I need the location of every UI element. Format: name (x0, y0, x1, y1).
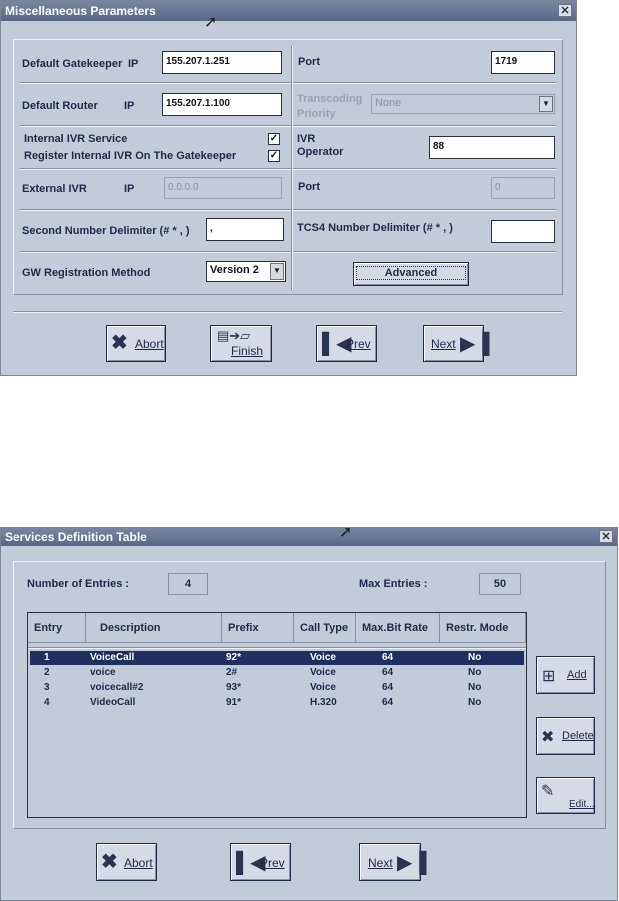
divider (20, 251, 556, 253)
cell-call-type: H.320 (310, 697, 337, 708)
misc-window-titlebar[interactable] (1, 1, 576, 21)
cell-call-type: Voice (310, 652, 336, 663)
next-button[interactable] (423, 325, 490, 362)
column-header-restr-mode[interactable]: Restr. Mode (440, 613, 526, 643)
chevron-down-icon: ▼ (539, 96, 553, 112)
services-panel (13, 561, 606, 829)
num-entries-value: 4 (168, 573, 208, 595)
router-ip-label: IP (124, 100, 135, 112)
table-row[interactable] (30, 696, 524, 710)
gatekeeper-ip-input[interactable]: 155.207.1.251 (162, 51, 282, 74)
tcs4-delimiter-label: TCS4 Number Delimiter (# * , ) (297, 222, 453, 234)
next-label: Next (431, 337, 456, 351)
cell-max-bit-rate: 64 (382, 667, 394, 678)
register-ivr-checkbox[interactable]: ✓ (269, 150, 279, 161)
advanced-button[interactable] (353, 262, 469, 286)
column-header-entry[interactable]: Entry (28, 613, 86, 643)
cell-prefix: 2# (226, 667, 238, 678)
cell-max-bit-rate: 64 (382, 697, 394, 708)
gatekeeper-port-input[interactable]: 1719 (491, 51, 555, 74)
cell-call-type: Voice (310, 682, 336, 693)
close-icon[interactable]: ✕ (558, 4, 572, 17)
next-button[interactable] (359, 843, 427, 881)
prev-button[interactable] (230, 843, 291, 881)
misc-window-title: Miscellaneous Parameters (5, 4, 156, 18)
chevron-down-icon[interactable]: ▼ (270, 263, 284, 280)
external-ivr-ip-input[interactable]: 0.0.0.0 (164, 177, 282, 199)
num-entries-label: Number of Entries : (27, 578, 130, 590)
divider (13, 311, 562, 313)
finish-button[interactable] (210, 325, 272, 362)
ivr-operator-label-1: IVR (297, 133, 316, 145)
divider (20, 168, 556, 170)
vertical-divider (291, 46, 293, 290)
external-ivr-port-label: Port (298, 181, 320, 193)
delete-x-icon: ✖ (541, 729, 555, 746)
cell-restr-mode: No (468, 682, 482, 693)
cell-max-bit-rate: 64 (382, 682, 394, 693)
table-row[interactable] (30, 651, 524, 665)
cell-call-type: Voice (310, 667, 336, 678)
column-header-call-type[interactable]: Call Type (294, 613, 356, 643)
max-entries-label: Max Entries : (359, 578, 428, 590)
services-table-window (0, 524, 618, 901)
cell-max-bit-rate: 64 (382, 652, 394, 663)
tcs4-delimiter-input[interactable] (491, 220, 555, 243)
abort-label: Abort (124, 856, 153, 870)
cell-prefix: 91* (226, 697, 242, 708)
finish-disk-arrow-icon: ▤➔▱ (217, 328, 251, 343)
cell-description: VoiceCall (90, 652, 135, 663)
add-label: Add (567, 669, 587, 681)
max-entries-value: 50 (479, 573, 521, 595)
divider (20, 82, 556, 84)
external-ivr-port-input[interactable]: 0 (491, 177, 555, 199)
cell-restr-mode: No (468, 667, 482, 678)
column-header-description[interactable]: Description (86, 613, 222, 643)
column-header-max-bit-rate[interactable]: Max.Bit Rate (356, 613, 440, 643)
ivr-operator-label-2: Operator (297, 146, 344, 158)
prev-arrow-icon: ▌◀ (322, 333, 352, 355)
services-window-title: Services Definition Table (5, 530, 147, 544)
internal-ivr-label: Internal IVR Service (24, 133, 128, 145)
edit-button[interactable] (536, 777, 595, 814)
prev-label: Prev (260, 856, 285, 870)
add-folder-icon: ⊞ (542, 668, 556, 685)
table-row[interactable] (30, 666, 524, 680)
next-label: Next (368, 856, 393, 870)
external-ivr-ip-label: IP (124, 183, 135, 195)
delete-button[interactable] (536, 717, 595, 755)
external-ivr-label: External IVR (22, 183, 87, 195)
services-window-titlebar[interactable] (1, 528, 617, 546)
misc-parameters-window (0, 0, 577, 376)
add-button[interactable] (536, 656, 595, 694)
cell-entry: 3 (44, 682, 50, 693)
edit-pencil-icon: ✎ (541, 783, 555, 800)
finish-label: Finish (231, 344, 264, 358)
column-header-prefix[interactable]: Prefix (222, 613, 294, 643)
divider (20, 209, 556, 211)
second-delimiter-input[interactable]: , (206, 218, 284, 241)
prev-label: Prev (346, 337, 371, 351)
transcoding-priority-select (371, 94, 555, 114)
prev-arrow-icon: ▌◀ (236, 852, 266, 874)
transcoding-priority-value: None (375, 97, 402, 109)
mouse-cursor-icon: ➚ (339, 524, 353, 541)
abort-x-icon: ✖ (101, 851, 118, 873)
gatekeeper-ip-label: IP (128, 58, 139, 70)
cell-restr-mode: No (468, 697, 482, 708)
gw-registration-value: Version 2 (210, 264, 259, 276)
close-icon[interactable]: ✕ (599, 530, 613, 543)
transcoding-label-2: Priority (297, 108, 336, 120)
edit-label: Edit... (569, 799, 595, 810)
gw-registration-label: GW Registration Method (22, 267, 151, 279)
table-row[interactable] (30, 681, 524, 695)
cell-entry: 4 (44, 697, 50, 708)
second-delimiter-label: Second Number Delimiter (# * , ) (22, 225, 190, 237)
register-ivr-label: Register Internal IVR On The Gatekeeper (24, 150, 237, 162)
divider (28, 647, 526, 649)
mouse-cursor-icon: ➚ (204, 14, 218, 31)
router-ip-input[interactable]: 155.207.1.100 (162, 93, 282, 116)
internal-ivr-checkbox[interactable]: ✓ (269, 133, 279, 144)
cell-prefix: 93* (226, 682, 242, 693)
abort-label: Abort (135, 337, 164, 351)
advanced-button-label: Advanced (356, 266, 467, 280)
gatekeeper-port-label: Port (298, 56, 320, 68)
next-arrow-icon: ▶▐ (460, 333, 490, 355)
ivr-operator-input[interactable]: 88 (429, 136, 555, 159)
delete-label: Delete (562, 730, 594, 742)
next-arrow-icon: ▶▐ (397, 852, 427, 874)
transcoding-label-1: Transcoding (297, 93, 363, 105)
abort-button[interactable] (96, 843, 157, 881)
cell-entry: 2 (44, 667, 50, 678)
cell-restr-mode: No (468, 652, 482, 663)
abort-x-icon: ✖ (111, 332, 128, 354)
cell-entry: 1 (44, 652, 50, 663)
divider (20, 125, 556, 127)
gw-registration-select[interactable] (206, 261, 286, 282)
cell-description: VideoCall (90, 697, 136, 708)
services-table (27, 612, 527, 818)
misc-settings-panel (13, 39, 563, 295)
router-label: Default Router (22, 100, 98, 112)
abort-button[interactable] (106, 325, 166, 362)
cell-prefix: 92* (226, 652, 242, 663)
cell-description: voice (90, 667, 116, 678)
gatekeeper-label: Default Gatekeeper (22, 58, 123, 70)
prev-button[interactable] (316, 325, 377, 362)
cell-description: voicecall#2 (90, 682, 144, 693)
